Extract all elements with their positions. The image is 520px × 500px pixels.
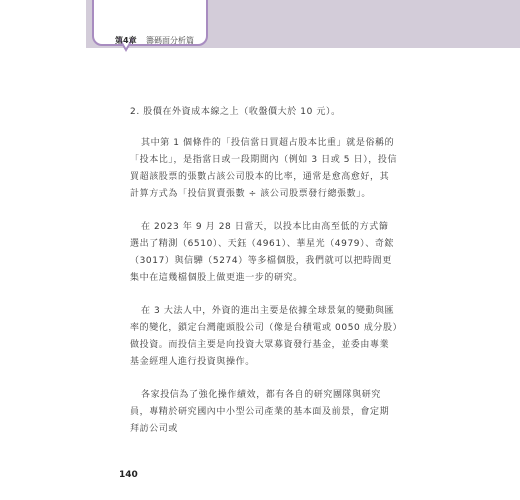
paragraph-2: 其中第 1 個條件的「投信當日買超占股本比重」就是俗稱的「投本比」，是指當日或一段期間內（例如 3 日或 5 日），投信買超該股票的張數占該公司股本的比率，通常是愈高愈好，其計算方式為「投信買賣張數 ÷ 該公司股票發行總張數」。: [130, 138, 398, 199]
chapter-label: 第4章: [115, 36, 137, 45]
page-number: 140: [119, 470, 138, 480]
paragraph-3: 在 2023 年 9 月 28 日當天，以投本比由高至低的方式篩選出了精測（6510）、天鈺（4961）、華星光（4979）、奇鋐（3017）與信驊（5274）等多檔個股，我們就可以把時間更集中在這幾檔個股上做更進一步的研究。: [130, 222, 395, 283]
paragraph-1: 2. 股價在外資成本線之上（收盤價大於 10 元）。: [130, 107, 341, 117]
chapter-title: 籌碼面分析篇: [146, 36, 194, 45]
page-content: [130, 104, 398, 454]
paragraph-5: 各家投信為了強化操作績效，都有各自的研究團隊與研究員，專精於研究國內中小型公司產業的基本面及前景，會定期拜訪公司或: [130, 390, 390, 434]
paragraph-4: 在 3 大法人中，外資的進出主要是依據全球景氣的變動與匯率的變化，鎖定台灣龍頭股公司（像是台積電或 0050 成分股）做投資。而投信主要是向投資大眾募資發行基金，並委由專業基金經理人進行投資與操作。: [130, 306, 398, 367]
